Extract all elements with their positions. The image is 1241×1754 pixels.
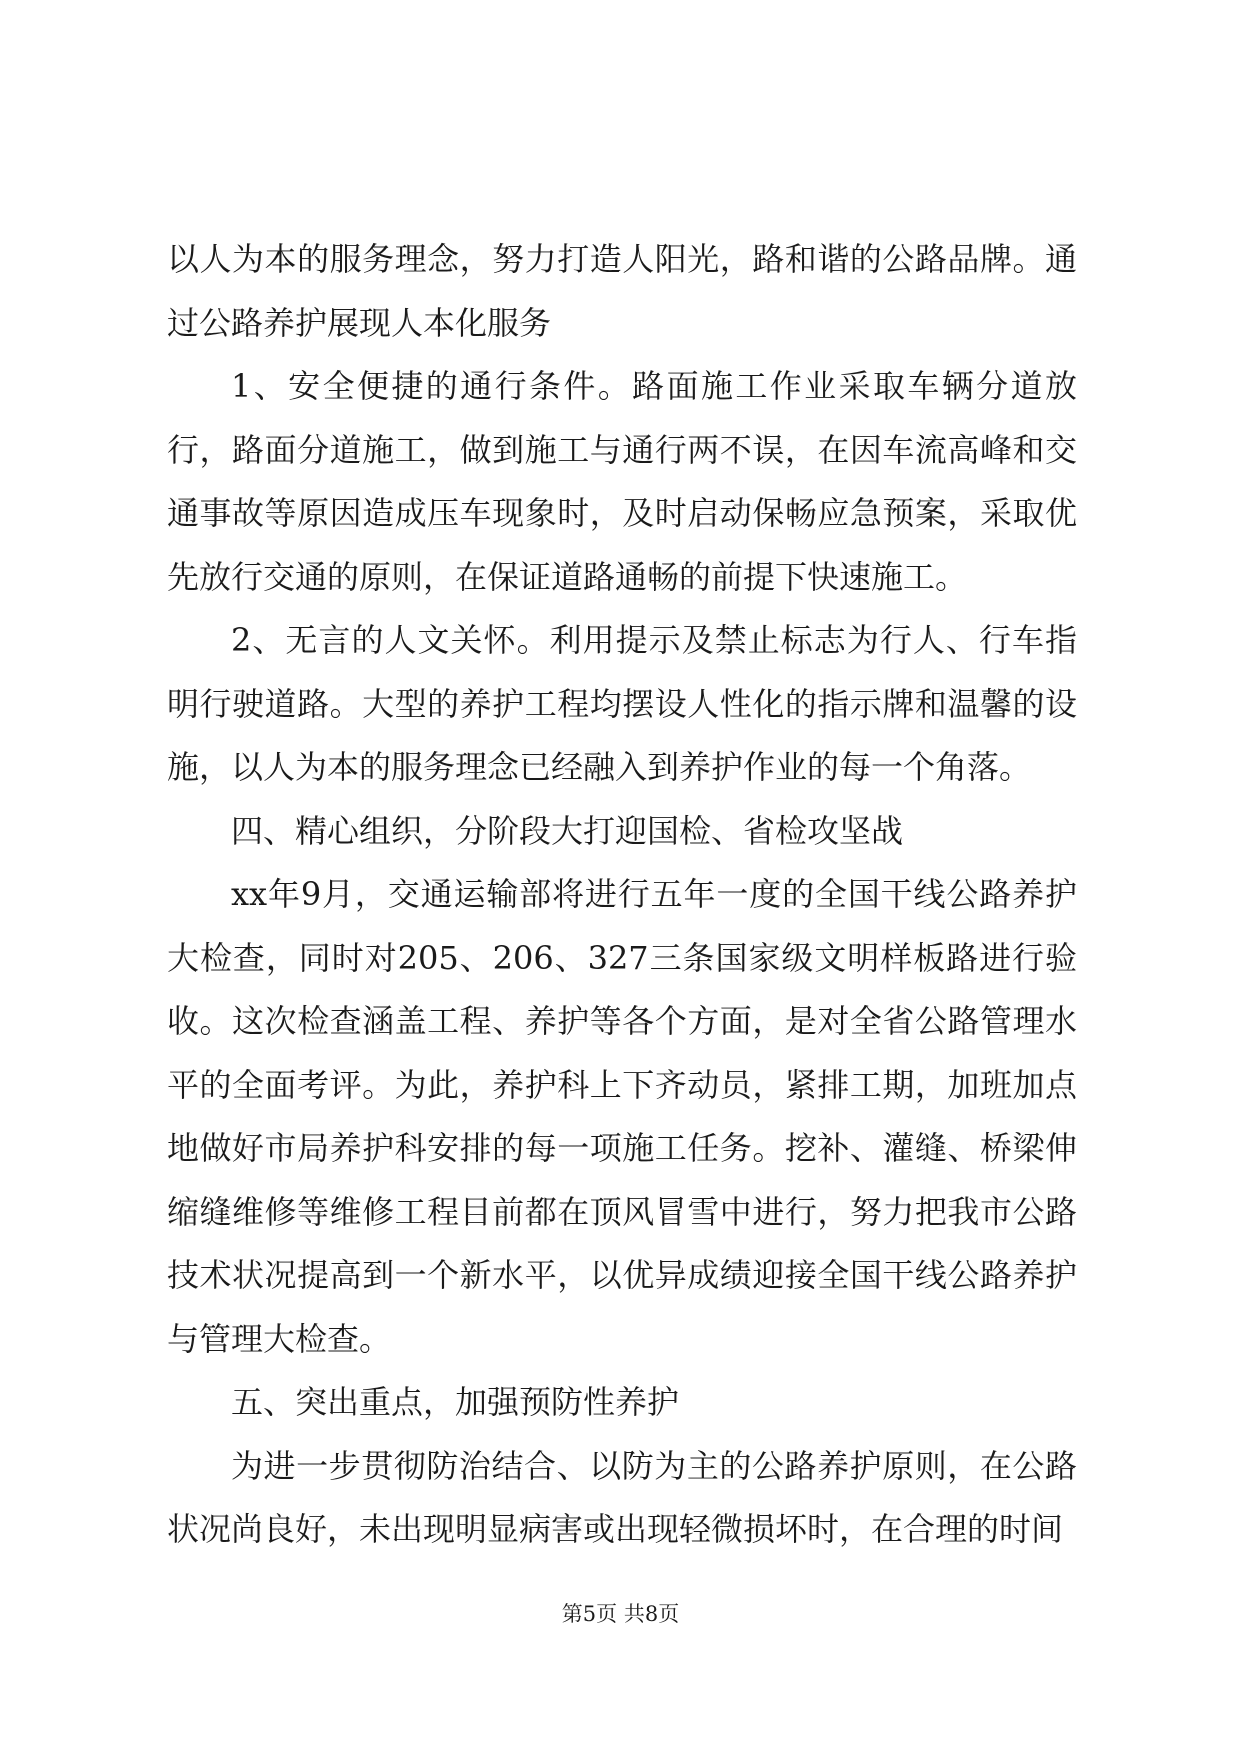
page-number-footer: 第5页 共8页	[561, 1602, 680, 1626]
paragraph-section-4-body: xx年9月，交通运输部将进行五年一度的全国干线公路养护大检查，同时对205、206、327三条国家级文明样板路进行验收。这次检查涵盖工程、养护等各个方面，是对全省公路管理水平的全面考评。为此，养护科上下齐动员，紧排工期，加班加点地做好市局养护科安排的每一项施工任务。挖补、灌缝、桥梁伸缩缝维修等维修工程目前都在顶风冒雪中进行，努力把我市公路技术状况提高到一个新水平，以优异成绩迎接全国干线公路养护与管理大检查。	[167, 875, 1077, 1358]
section-heading-5: 五、突出重点，加强预防性养护	[231, 1383, 680, 1421]
paragraph-item-1: 1、安全便捷的通行条件。路面施工作业采取车辆分道放行，路面分道施工，做到施工与通行两不误，在因车流高峰和交通事故等原因造成压车现象时，及时启动保畅应急预案，采取优先放行交通的原则，在保证道路通畅的前提下快速施工。	[167, 367, 1077, 596]
document-body	[167, 228, 1077, 1562]
paragraph-section-5-body: 为进一步贯彻防治结合、以防为主的公路养护原则，在公路状况尚良好，未出现明显病害或出现轻微损坏时，在合理的时间	[167, 1446, 1077, 1548]
section-heading-4: 四、精心组织，分阶段大打迎国检、省检攻坚战	[231, 811, 904, 850]
paragraph-intro-continued: 以人为本的服务理念，努力打造人阳光，路和谐的公路品牌。通过公路养护展现人本化服务	[167, 240, 1077, 342]
paragraph-item-2: 2、无言的人文关怀。利用提示及禁止标志为行人、行车指明行驶道路。大型的养护工程均摆设人性化的指示牌和温馨的设施，以人为本的服务理念已经融入到养护作业的每一个角落。	[167, 621, 1077, 786]
